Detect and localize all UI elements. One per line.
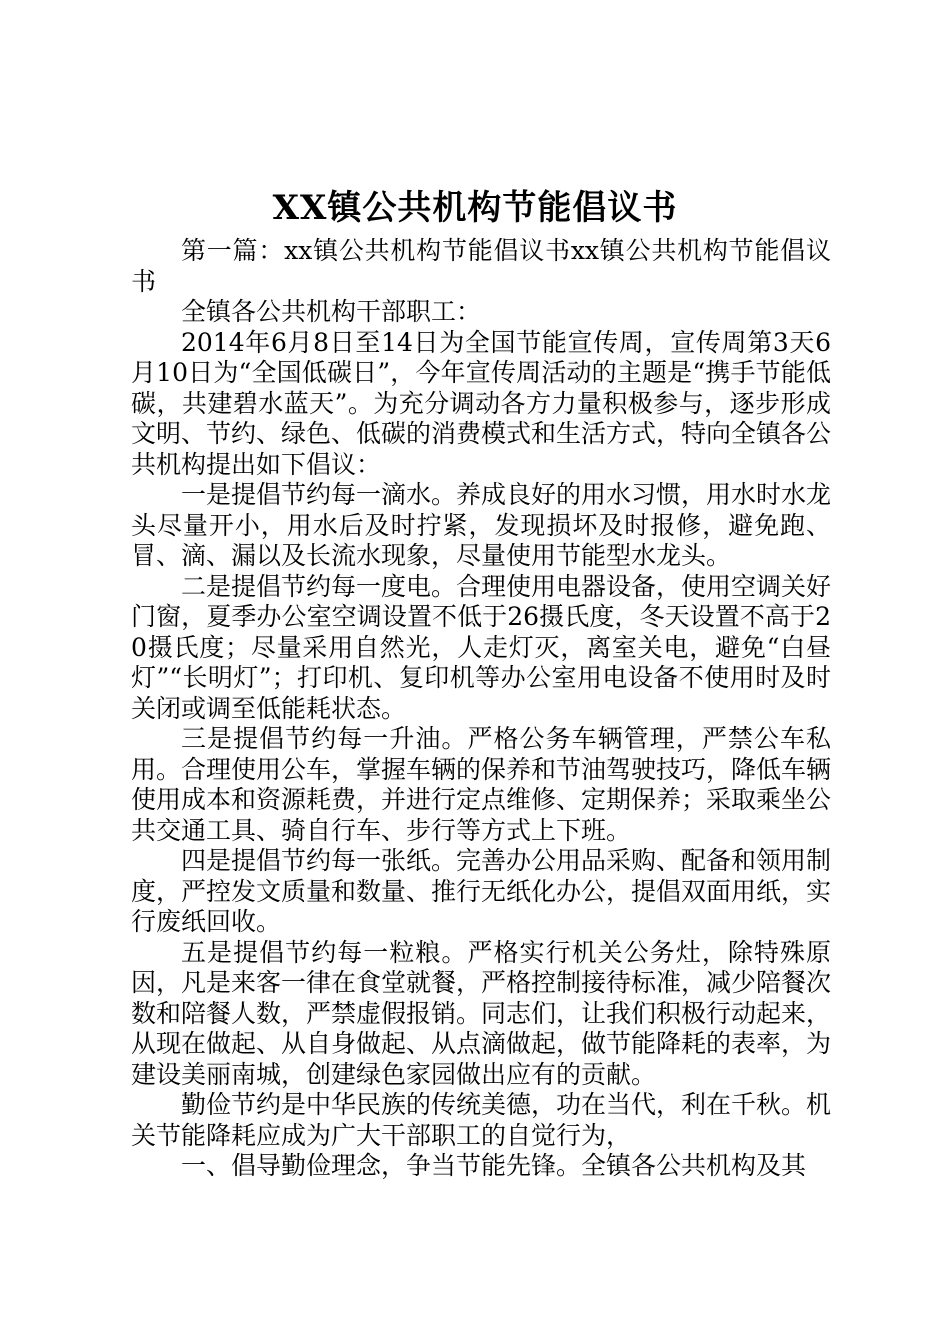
paragraph-point-one: 一、倡导勤俭理念，争当节能先锋。全镇各公共机构及其 [181, 1151, 807, 1180]
paragraph-salutation: 全镇各公共机构干部职工： [181, 297, 482, 326]
paragraph-virtue: 勤俭节约是中华民族的传统美德，功在当代，利在千秋。机关节能降耗应成为广大干部职工的自觉行为， [131, 1090, 832, 1150]
document-body [131, 236, 831, 1182]
paragraph-paper: 四是提倡节约每一张纸。完善办公用品采购、配备和领用制度，严控发文质量和数量、推行无纸化办公，提倡双面用纸，实行废纸回收。 [131, 846, 832, 936]
paragraph-water: 一是提倡节约每一滴水。养成良好的用水习惯，用水时水龙头尽量开小，用水后及时拧紧，发现损坏及时报修，避免跑、冒、滴、漏以及长流水现象，尽量使用节能型水龙头。 [131, 480, 832, 570]
paragraph-electricity: 二是提倡节约每一度电。合理使用电器设备，使用空调关好门窗，夏季办公室空调设置不低于26摄氏度，冬天设置不高于20摄氏度；尽量采用自然光，人走灯灭，离室关电，避免“白昼灯”“长明灯”；打印机、复印机等办公室用电设备不使用时及时关闭或调至低能耗状态。 [131, 571, 832, 723]
paragraph-oil: 三是提倡节约每一升油。严格公务车辆管理，严禁公车私用。合理使用公车，掌握车辆的保养和节油驾驶技巧，降低车辆使用成本和资源耗费，并进行定点维修、定期保养；采取乘坐公共交通工具、骑自行车、步行等方式上下班。 [131, 724, 832, 845]
document-title: XX镇公共机构节能倡议书 [272, 188, 678, 228]
paragraph-intro: 2014年6月8日至14日为全国节能宣传周，宣传周第3天6月10日为“全国低碳日”，今年宣传周活动的主题是“携手节能低碳，共建碧水蓝天”。为充分调动各方力量积极参与，逐步形成文明、节约、绿色、低碳的消费模式和生活方式，特向全镇各公共机构提出如下倡议： [131, 327, 832, 479]
paragraph-grain: 五是提倡节约每一粒粮。严格实行机关公务灶，除特殊原因，凡是来客一律在食堂就餐，严格控制接待标准，减少陪餐次数和陪餐人数，严禁虚假报销。同志们，让我们积极行动起来，从现在做起、从自身做起、从点滴做起，做节能降耗的表率，为建设美丽南城，创建绿色家园做出应有的贡献。 [131, 937, 832, 1089]
paragraph-heading-first-article: 第一篇：xx镇公共机构节能倡议书xx镇公共机构节能倡议书 [131, 236, 831, 296]
